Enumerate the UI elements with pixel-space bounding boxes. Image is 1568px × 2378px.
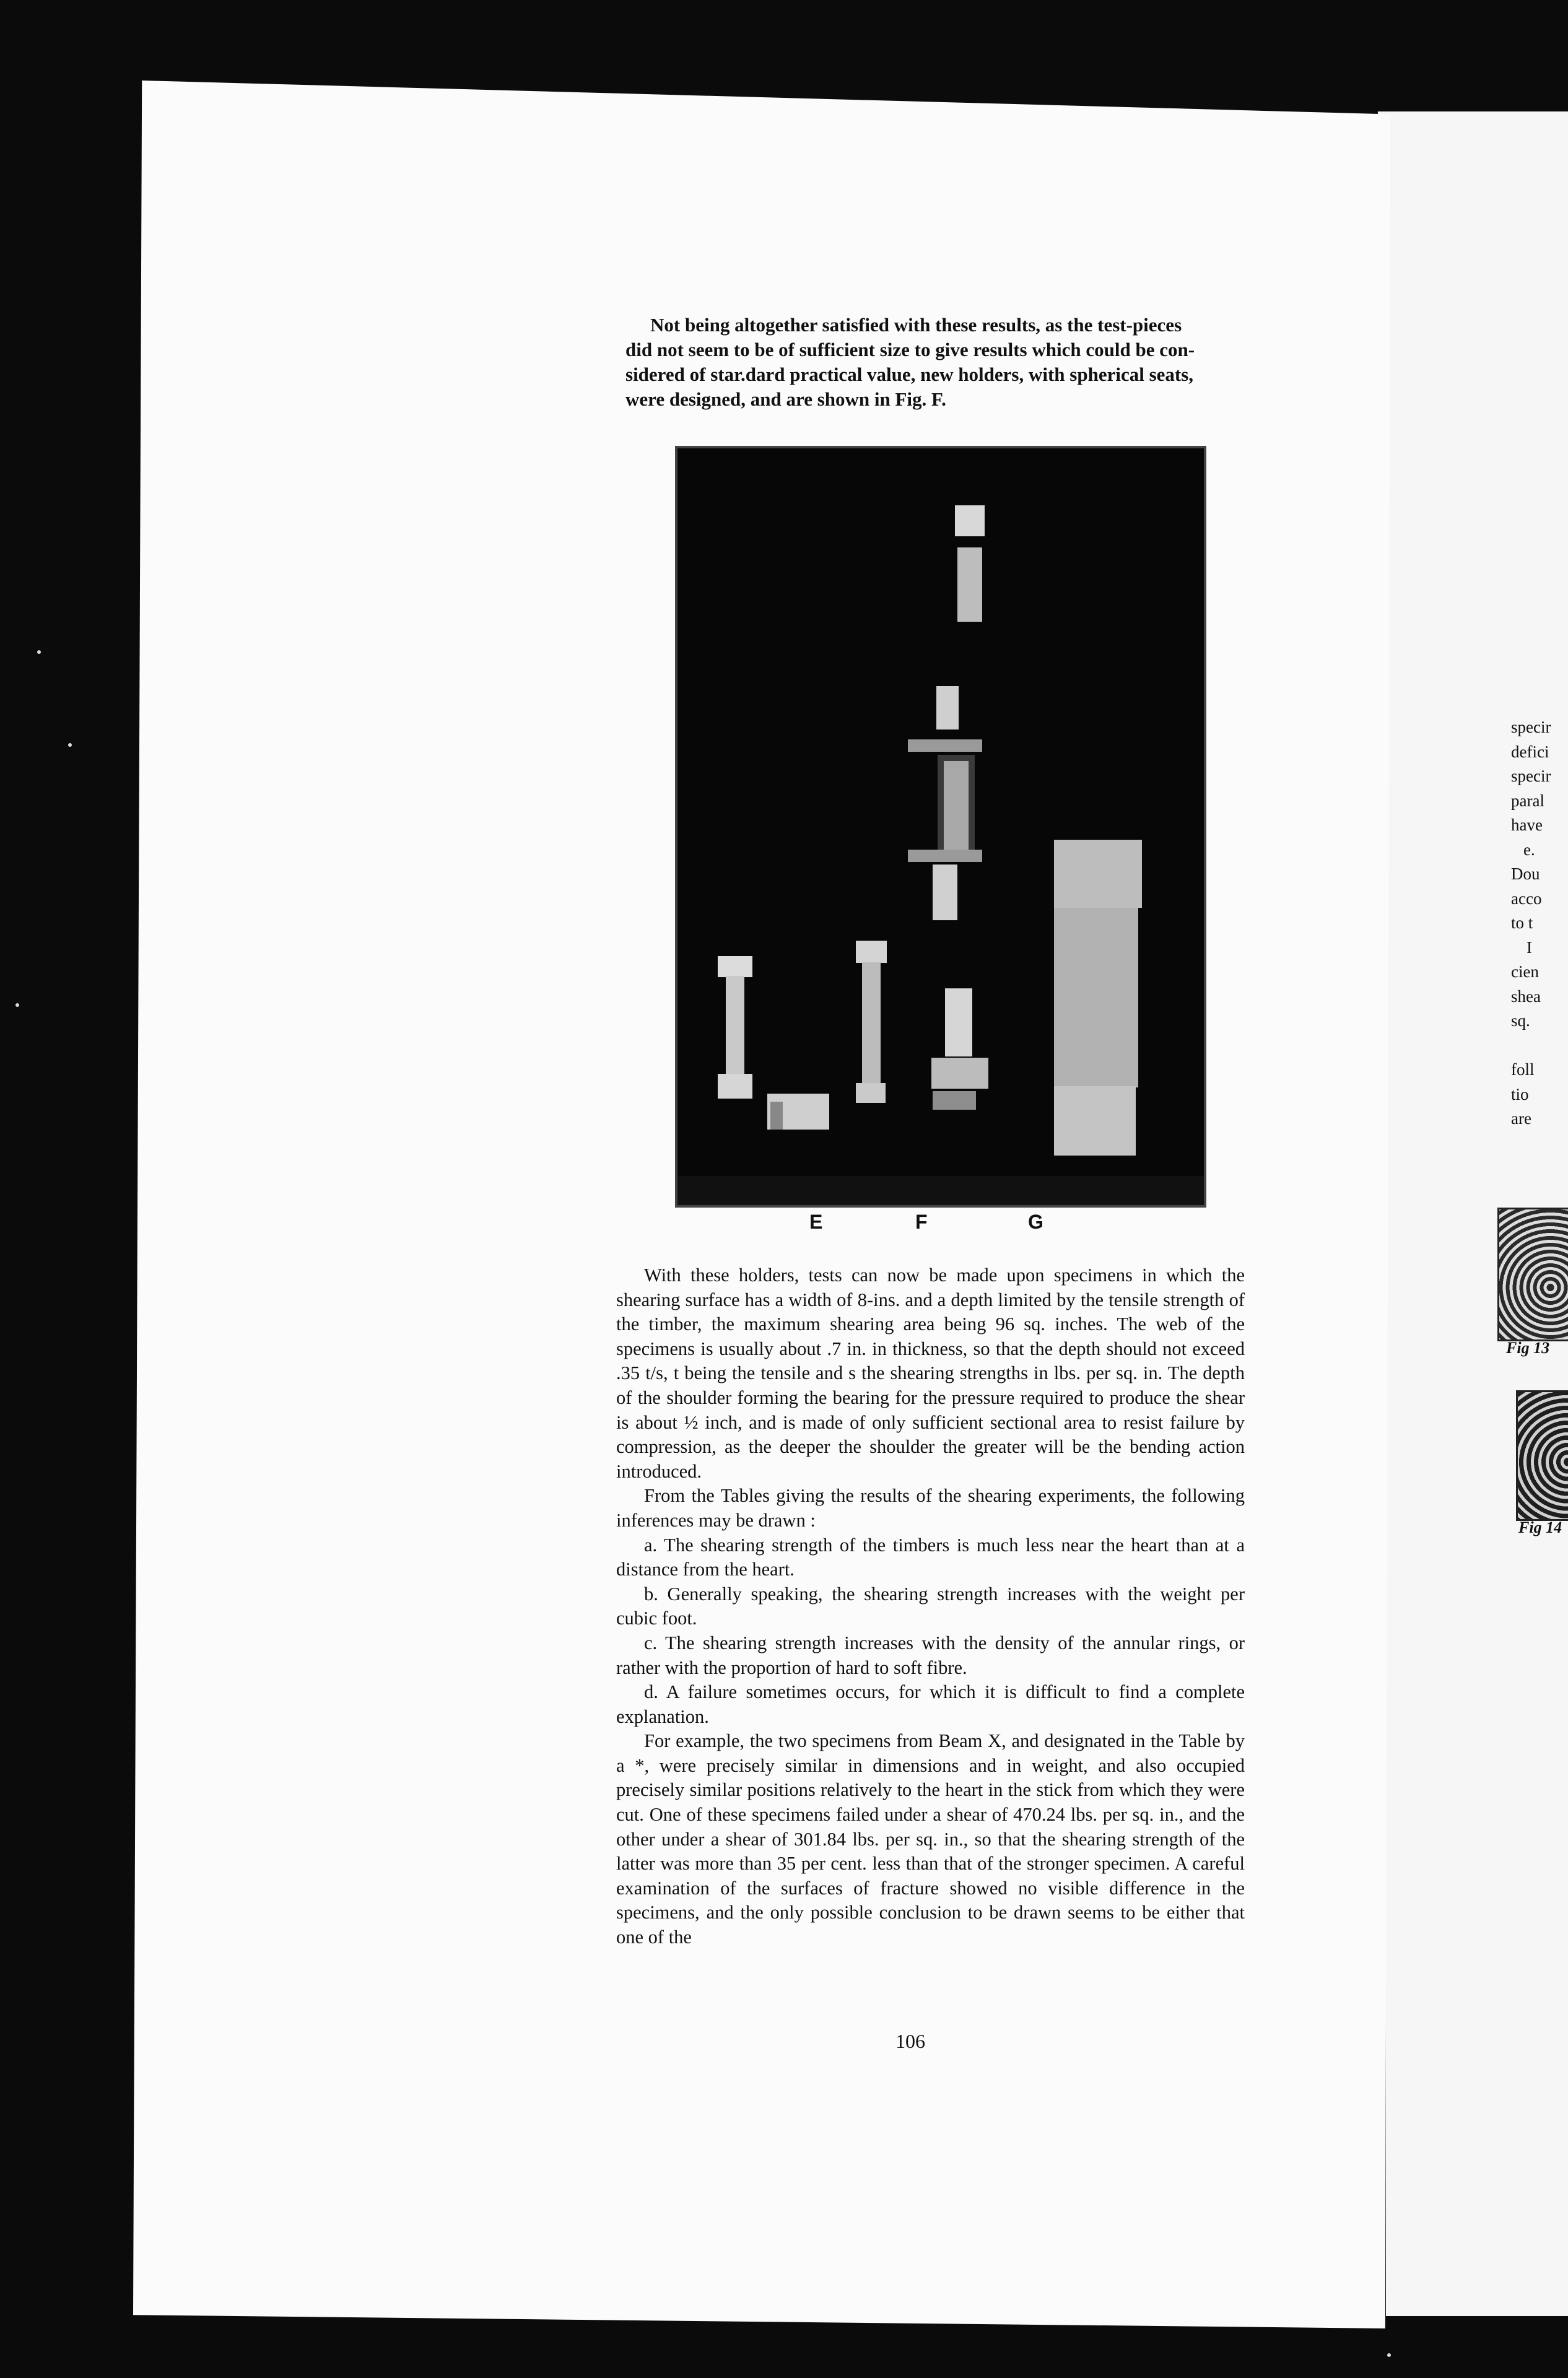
timber-section-figure bbox=[1516, 1390, 1568, 1521]
margin-word: tio bbox=[1511, 1084, 1529, 1104]
text-line: did not seem to be of sufficient size to give results which could be con- bbox=[625, 339, 1195, 360]
margin-word: specir bbox=[1511, 767, 1551, 785]
text-line: Not being altogether satisfied with these results, as the test-pieces bbox=[650, 314, 1182, 336]
list-item: d. A failure sometimes occurs, for which it is difficult to find a complete explanation. bbox=[616, 1681, 1245, 1727]
margin-word bbox=[1511, 1034, 1568, 1058]
margin-word: cien bbox=[1511, 962, 1539, 981]
page-number: 106 bbox=[895, 2030, 925, 2052]
test-holders-photograph bbox=[675, 446, 1206, 1208]
text-line: sidered of star.dard practical value, new holders, with spherical seats, bbox=[625, 364, 1194, 385]
list-item: c. The shearing strength increases with the density of the annular rings, or rather with the proportion of hard to soft fibre. bbox=[616, 1632, 1245, 1678]
margin-word: I bbox=[1527, 938, 1532, 957]
figure-letter-e: E bbox=[809, 1211, 823, 1233]
margin-word: acco bbox=[1511, 889, 1542, 908]
figure-letter-f: F bbox=[915, 1211, 928, 1233]
photo-illustration bbox=[677, 448, 1204, 1205]
right-page-margin-text bbox=[1511, 715, 1568, 1131]
scan-speck bbox=[37, 650, 41, 654]
margin-word: shea bbox=[1511, 986, 1541, 1006]
scan-speck bbox=[68, 743, 72, 747]
figure-letter-g: G bbox=[1028, 1211, 1043, 1233]
margin-word: defici bbox=[1511, 742, 1549, 761]
margin-word: e. bbox=[1523, 840, 1535, 859]
figure-caption: Fig 13 bbox=[1506, 1339, 1550, 1357]
margin-word: to t bbox=[1511, 913, 1533, 932]
margin-word: sq. bbox=[1511, 1011, 1530, 1030]
list-item: b. Generally speaking, the shearing strength increases with the weight per cubic foot. bbox=[616, 1583, 1245, 1629]
margin-word: paral bbox=[1511, 791, 1544, 810]
list-item: a. The shearing strength of the timbers is much less near the heart than at a distance from the heart. bbox=[616, 1534, 1245, 1580]
margin-word: are bbox=[1511, 1109, 1531, 1128]
scan-speck bbox=[15, 1003, 19, 1007]
body-text bbox=[616, 1263, 1245, 1950]
paragraph: For example, the two specimens from Beam X, and designated in the Table by a *, were precisely similar in dimensions and in weight, and also occupied precisely similar positions relatively to the heart in the stick from which they were cut. One of these specimens failed under a shear of 470.24 lbs. per sq. in., and the other under a shear of 301.84 lbs. per sq. in., so that the shearing strength of the latter was more than 35 per cent. less than that of the stronger specimen. A careful examination of the surfaces of fracture showed no visible difference in the specimens, and the only possible conclusion to be drawn seems to be either that one of the bbox=[616, 1730, 1245, 1948]
margin-word: specir bbox=[1511, 718, 1551, 736]
paragraph: From the Tables giving the results of the shearing experiments, the following inferences may be drawn : bbox=[616, 1485, 1245, 1531]
intro-paragraph bbox=[625, 313, 1249, 412]
paragraph: With these holders, tests can now be made upon specimens in which the shearing surface has a width of 8-ins. and a depth limited by the tensile strength of the timber, the maximum shearing area being 96 sq. inches. The web of the specimens is usually about .7 in. in thickness, so that the depth should not exceed .35 t/s, t being the tensile and s the shearing strengths in lbs. per sq. in. The depth of the shoulder forming the bearing for the pressure required to produce the shear is about ½ inch, and is made of only sufficient sectional area to resist failure by compression, as the deeper the shoulder the greater will be the bending action introduced. bbox=[616, 1265, 1245, 1482]
text-line: were designed, and are shown in Fig. F. bbox=[625, 388, 946, 410]
scan-speck bbox=[1387, 2353, 1391, 2357]
figure-caption: Fig 14 bbox=[1518, 1518, 1562, 1536]
timber-section-figure bbox=[1497, 1208, 1568, 1341]
margin-word: have bbox=[1511, 816, 1543, 834]
margin-word: Dou bbox=[1511, 865, 1540, 883]
margin-word: foll bbox=[1511, 1060, 1535, 1079]
